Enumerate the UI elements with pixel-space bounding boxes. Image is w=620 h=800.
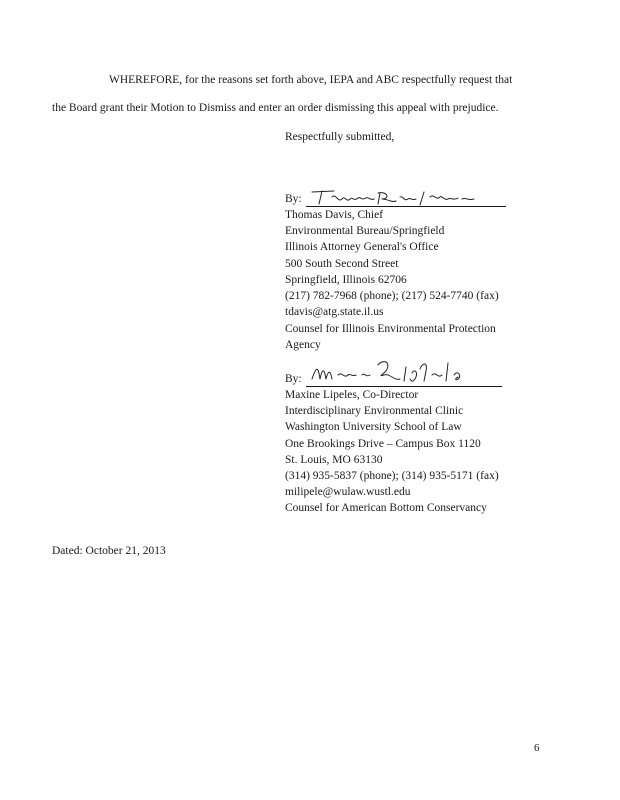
counsel-for-abc: Counsel for American Bottom Conservancy — [285, 502, 487, 514]
signer-city: Springfield, Illinois 62706 — [285, 273, 407, 286]
page-number: 6 — [534, 742, 540, 754]
by-label: By: — [285, 372, 302, 385]
signer-street: One Brookings Drive – Campus Box 1120 — [285, 437, 481, 450]
handwritten-signature — [308, 187, 498, 207]
signer-organization: Washington University School of Law — [285, 421, 462, 434]
signer-office: Environmental Bureau/Springfield — [285, 225, 445, 238]
counsel-for-iepa — [285, 321, 496, 353]
signature-line — [306, 368, 502, 387]
signature-row — [285, 368, 502, 387]
signer-name-title: Maxine Lipeles, Co-Director — [285, 389, 419, 401]
signer-email: milipele@wulaw.wustl.edu — [285, 486, 411, 499]
closing-phrase: Respectfully submitted, — [285, 131, 395, 143]
signature-block-abc — [285, 368, 502, 500]
signer-organization: Illinois Attorney General's Office — [285, 241, 439, 254]
counsel-line: Counsel for Illinois Environmental Protection — [285, 323, 496, 335]
signer-name-title: Thomas Davis, Chief — [285, 209, 384, 221]
signer-phone-fax: (217) 782-7968 (phone); (217) 524-7740 (fax) — [285, 290, 499, 303]
date-line: Dated: October 21, 2013 — [52, 545, 166, 557]
signer-office: Interdisciplinary Environmental Clinic — [285, 405, 464, 418]
handwritten-signature — [308, 357, 498, 387]
counsel-line: Agency — [285, 339, 321, 351]
signer-street: 500 South Second Street — [285, 257, 399, 270]
signature-line — [306, 188, 506, 207]
signer-city: St. Louis, MO 63130 — [285, 453, 383, 466]
signer-phone-fax: (314) 935-5837 (phone); (314) 935-5171 (fax) — [285, 470, 499, 483]
signature-row — [285, 188, 506, 207]
signature-block-iepa — [285, 188, 506, 320]
motion-paragraph-line-2: the Board grant their Motion to Dismiss and enter an order dismissing this appeal with prejudice. — [52, 102, 499, 114]
by-label: By: — [285, 192, 302, 205]
motion-paragraph-line-1: WHEREFORE, for the reasons set forth above, IEPA and ABC respectfully request that — [109, 74, 513, 86]
signer-email: tdavis@atg.state.il.us — [285, 306, 384, 319]
